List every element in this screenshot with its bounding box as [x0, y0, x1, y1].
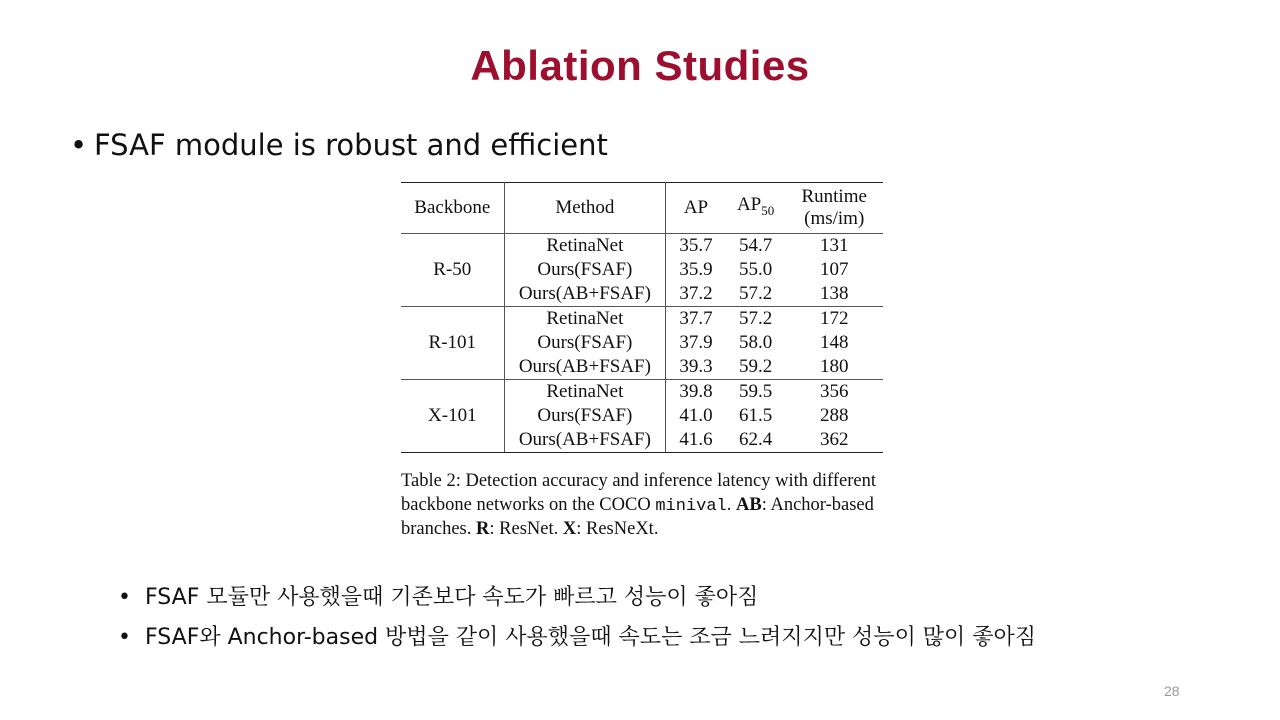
- table-row: [401, 380, 883, 405]
- ap-cell: 39.3: [679, 356, 713, 377]
- runtime-cell: 288: [819, 405, 849, 426]
- runtime-cell: 180: [819, 356, 849, 377]
- runtime-cell: 131: [785, 234, 883, 259]
- backbone-cell: R-101: [401, 307, 504, 380]
- ap50-cell: 55.0: [738, 259, 773, 280]
- caption-part2: .: [726, 494, 737, 515]
- caption-minival: minival: [655, 496, 727, 516]
- results-table: [401, 182, 883, 453]
- header-ap: AP: [666, 183, 726, 234]
- sub-bullet-list: [118, 578, 1036, 658]
- ap-cell: 41.0: [679, 405, 713, 426]
- header-ap50: [726, 183, 786, 234]
- ap50-cell: 54.7: [726, 234, 786, 259]
- ap-cell: 37.9: [679, 332, 713, 353]
- ap-cell: 35.9: [679, 259, 713, 280]
- method-cell: Ours(FSAF): [504, 258, 666, 282]
- ap-cell: 37.2: [679, 283, 713, 304]
- header-runtime-line1: Runtime: [801, 186, 867, 207]
- header-runtime-line2: (ms/im): [804, 208, 865, 229]
- runtime-cell: 356: [785, 380, 883, 405]
- ap50-cell: 57.2: [738, 283, 773, 304]
- header-method: Method: [504, 183, 666, 234]
- caption-x-text: : ResNeXt.: [576, 519, 659, 539]
- header-backbone: Backbone: [401, 183, 504, 234]
- method-cell: Ours(AB+FSAF): [504, 355, 666, 380]
- backbone-cell: X-101: [401, 380, 504, 453]
- caption-r-text: : ResNet.: [489, 519, 563, 539]
- runtime-cell: 362: [785, 428, 883, 453]
- caption-part1: Table 2: Detection accuracy and inference latency with different backbone networks on the COCO: [401, 471, 877, 515]
- bullet-dot-icon: •: [118, 585, 131, 610]
- method-cell: Ours(FSAF): [504, 404, 666, 428]
- method-cell: Ours(AB+FSAF): [504, 282, 666, 307]
- header-ap50-base: AP: [736, 194, 762, 216]
- caption-ab-bold: AB: [736, 494, 762, 515]
- list-item: [118, 618, 1036, 658]
- method-cell: Ours(AB+FSAF): [504, 428, 666, 453]
- sub-bullet-text: FSAF와 Anchor-based 방법을 같이 사용했을때 속도는 조금 느려지지만 성능이 많이 좋아짐: [145, 625, 1037, 650]
- ap-cell: 39.8: [666, 380, 726, 405]
- ap-cell: 37.7: [666, 307, 726, 332]
- header-ap50-sub: 50: [761, 202, 775, 218]
- runtime-cell: 148: [819, 332, 849, 353]
- list-item: [118, 578, 1036, 618]
- runtime-cell: 107: [819, 259, 849, 280]
- caption-r-bold: R: [476, 519, 490, 539]
- ap-cell: 41.6: [666, 428, 726, 453]
- page-number: 28: [1164, 683, 1180, 699]
- main-bullet-text: FSAF module is robust and efficient: [94, 128, 608, 162]
- backbone-cell: R-50: [401, 234, 504, 307]
- main-bullet: [70, 128, 608, 162]
- method-cell: RetinaNet: [504, 307, 666, 332]
- ap50-cell: 59.5: [726, 380, 786, 405]
- caption-x-bold: X: [562, 519, 577, 539]
- ap-cell: 35.7: [666, 234, 726, 259]
- table-header-row: [401, 183, 883, 234]
- ap50-cell: 57.2: [726, 307, 786, 332]
- method-cell: RetinaNet: [504, 380, 666, 405]
- method-cell: Ours(FSAF): [504, 331, 666, 355]
- method-cell: RetinaNet: [504, 234, 666, 259]
- header-runtime: [785, 183, 883, 234]
- table-caption: [401, 470, 883, 542]
- ap50-cell: 59.2: [738, 356, 773, 377]
- ap50-cell: 58.0: [738, 332, 773, 353]
- results-table-wrapper: [401, 182, 883, 453]
- bullet-dot-icon: •: [118, 625, 131, 650]
- runtime-cell: 172: [785, 307, 883, 332]
- ap50-cell: 61.5: [738, 405, 773, 426]
- table-row: [401, 307, 883, 332]
- ap50-cell: 62.4: [726, 428, 786, 453]
- caption-ab-text: : Anchor-based branches.: [401, 494, 874, 539]
- bullet-dot-icon: •: [70, 128, 88, 162]
- table-row: [401, 234, 883, 259]
- runtime-cell: 138: [819, 283, 849, 304]
- sub-bullet-text: FSAF 모듈만 사용했을때 기존보다 속도가 빠르고 성능이 좋아짐: [145, 585, 759, 610]
- slide-title: Ablation Studies: [470, 42, 810, 89]
